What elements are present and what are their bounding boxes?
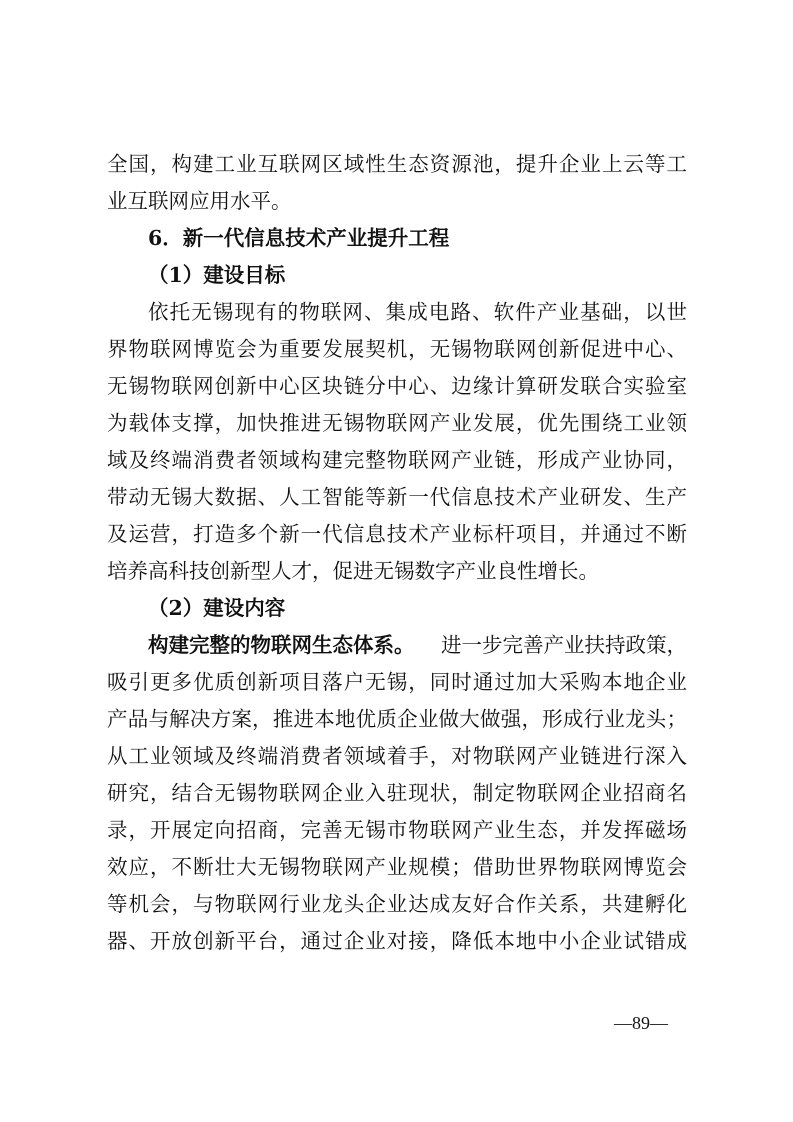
body-text-line: 等机会，与物联网行业龙头企业达成友好合作关系，共建孵化 [107,892,687,916]
body-text-line: 业互联网应用水平。 [107,189,292,213]
body-text-line: 录，开展定向招商，完善无锡市物联网产业生态，并发挥磁场 [107,818,687,842]
body-text-line: 无锡物联网创新中心区块链分中心、边缘计算研发联合实验室 [107,374,687,398]
subsection-heading: （2）建设内容 [148,596,286,620]
body-text-line: 域及终端消费者领域构建完整物联网产业链，形成产业协同， [107,448,687,472]
body-text-line: 产品与解决方案，推进本地优质企业做大做强，形成行业龙头； [107,707,687,731]
body-text-line: 及运营，打造多个新一代信息技术产业标杆项目，并通过不断 [107,522,687,546]
body-text-line-mixed [0,627,687,663]
body-text-line: 为载体支撑，加快推进无锡物联网产业发展，优先围绕工业领 [107,411,687,435]
body-text-line: 研究，结合无锡物联网企业入驻现状，制定物联网企业招商名 [107,781,687,805]
page-number: —89— [614,1013,668,1033]
body-text-line: 吸引更多优质创新项目落户无锡，同时通过加大采购本地企业 [107,670,687,694]
body-text-line: 效应，不断壮大无锡物联网产业规模；借助世界物联网博览会 [107,855,687,879]
body-text-line: 带动无锡大数据、人工智能等新一代信息技术产业研发、生产 [107,485,687,509]
body-text-line: 依托无锡现有的物联网、集成电路、软件产业基础，以世 [148,300,687,324]
body-text-line: 器、开放创新平台，通过企业对接，降低本地中小企业试错成 [107,929,687,953]
subsection-heading: （1）建设目标 [148,263,286,287]
section-heading: 6．新一代信息技术产业提升工程 [148,226,450,250]
bold-lead-phrase: 构建完整的物联网生态体系。 [148,633,415,657]
body-text-line: 从工业领域及终端消费者领域着手，对物联网产业链进行深入 [107,744,687,768]
body-text-line: 全国，构建工业互联网区域性生态资源池，提升企业上云等工 [107,152,687,176]
body-text-fragment: 进一步完善产业扶持政策， [441,633,687,657]
body-text-line: 界物联网博览会为重要发展契机，无锡物联网创新促进中心、 [107,337,687,361]
body-text-line: 培养高科技创新型人才，促进无锡数字产业良性增长。 [107,559,599,583]
